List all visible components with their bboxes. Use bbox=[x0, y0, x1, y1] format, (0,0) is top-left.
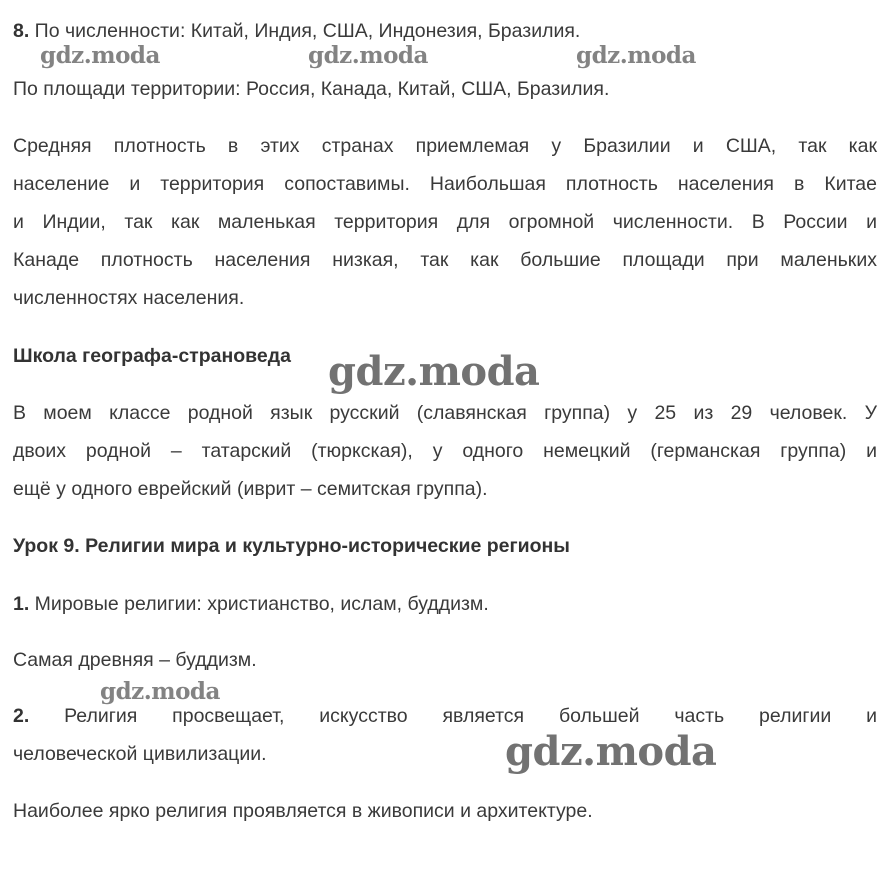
paragraph-area: По площади территории: Россия, Канада, Китай, США, Бразилия. bbox=[13, 78, 610, 100]
text-line: численностях населения. bbox=[13, 287, 245, 309]
lesson-heading: Урок 9. Религии мира и культурно-исторические регионы bbox=[13, 535, 570, 557]
text-line: Средняя плотность в этих странах приемлемая у Бразилии и США, так как bbox=[13, 135, 877, 157]
paragraph-religion-arts: Наиболее ярко религия проявляется в живописи и архитектуре. bbox=[13, 800, 593, 822]
text-line: ещё у одного еврейский (иврит – семитская группа). bbox=[13, 478, 488, 500]
text-line: население и территория сопоставимы. Наибольшая плотность населения в Китае bbox=[13, 173, 877, 195]
item-number: 8. bbox=[13, 20, 30, 42]
paragraph-text: Мировые религии: христианство, ислам, буддизм. bbox=[29, 593, 489, 615]
watermark-logo: gdz.moda bbox=[576, 42, 696, 69]
paragraph-density bbox=[13, 127, 877, 317]
paragraph-text: По численности: Китай, Индия, США, Индонезия, Бразилия. bbox=[29, 20, 581, 42]
text-line: В моем классе родной язык русский (славянская группа) у 25 из 29 человек. У bbox=[13, 402, 877, 424]
watermark-logo: gdz.moda bbox=[100, 678, 220, 705]
text-line: Канаде плотность населения низкая, так как большие площади при маленьких bbox=[13, 249, 877, 271]
watermark-logo: gdz.moda bbox=[328, 348, 540, 395]
text-line: человеческой цивилизации. bbox=[13, 743, 267, 765]
section-heading-geographer: Школа географа-страноведа bbox=[13, 345, 291, 367]
watermark-logo: gdz.moda bbox=[505, 728, 717, 775]
paragraph-oldest-religion: Самая древняя – буддизм. bbox=[13, 649, 257, 671]
text-line: двоих родной – татарский (тюркская), у одного немецкий (германская группа) и bbox=[13, 440, 877, 462]
item-number: 1. bbox=[13, 593, 30, 615]
paragraph-text: Религия просвещает, искусство является большей часть религии и bbox=[29, 705, 877, 727]
item-number: 2. bbox=[13, 705, 30, 727]
watermark-logo: gdz.moda bbox=[308, 42, 428, 69]
paragraph-world-religions bbox=[13, 585, 877, 623]
watermark-logo: gdz.moda bbox=[40, 42, 160, 69]
paragraph-languages bbox=[13, 394, 877, 508]
paragraph-religion-role bbox=[13, 697, 877, 773]
text-line: и Индии, так как маленькая территория для огромной численности. В России и bbox=[13, 211, 877, 233]
